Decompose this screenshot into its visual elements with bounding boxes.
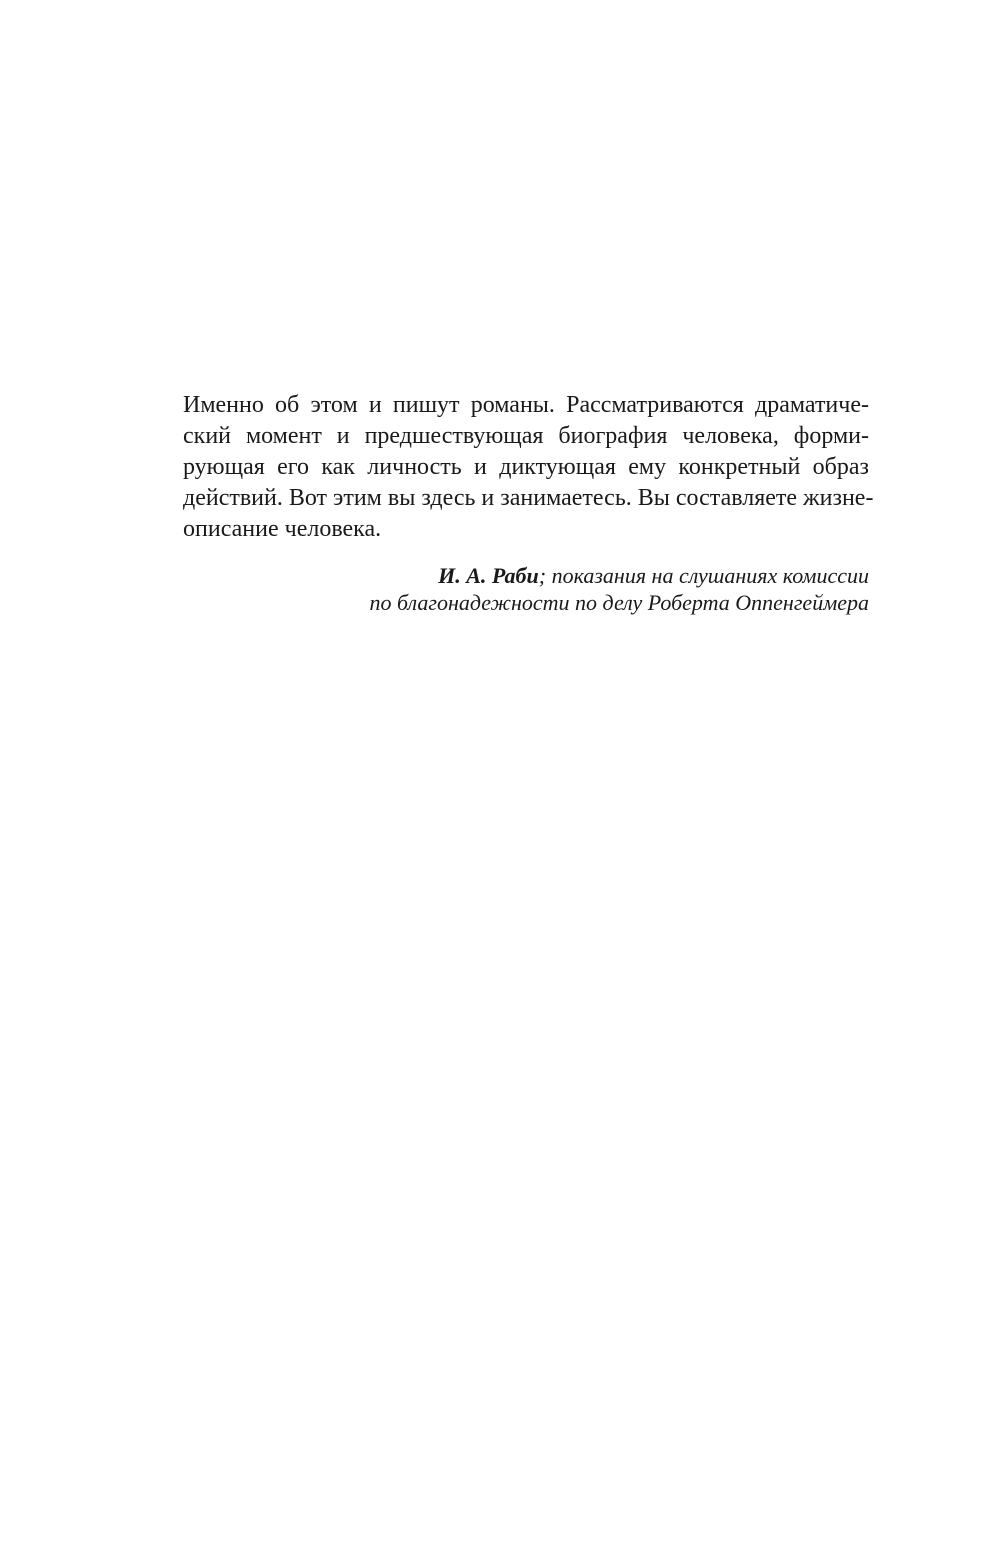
author-name: И. А. Раби <box>438 563 539 588</box>
attribution-source-1: ; показания на слушаниях комиссии <box>538 563 869 588</box>
epigraph-attribution <box>183 562 869 616</box>
attribution-line-2: по благонадежности по делу Роберта Оппенгеймера <box>369 590 869 615</box>
quote-line-3: рующая его как личность и диктующая ему конкретный образ <box>183 454 869 480</box>
quote-line-4: действий. Вот этим вы здесь и занимаетесь. Вы составляете жизне- <box>183 485 874 511</box>
epigraph <box>183 390 874 616</box>
quote-line-1: Именно об этом и пишут романы. Рассматриваются драматиче- <box>183 392 869 418</box>
quote-line-5: описание человека. <box>183 516 382 542</box>
attribution-line-1 <box>183 562 869 589</box>
quote-line-2: ский момент и предшествующая биография человека, форми- <box>183 423 869 449</box>
epigraph-quote <box>183 390 874 545</box>
